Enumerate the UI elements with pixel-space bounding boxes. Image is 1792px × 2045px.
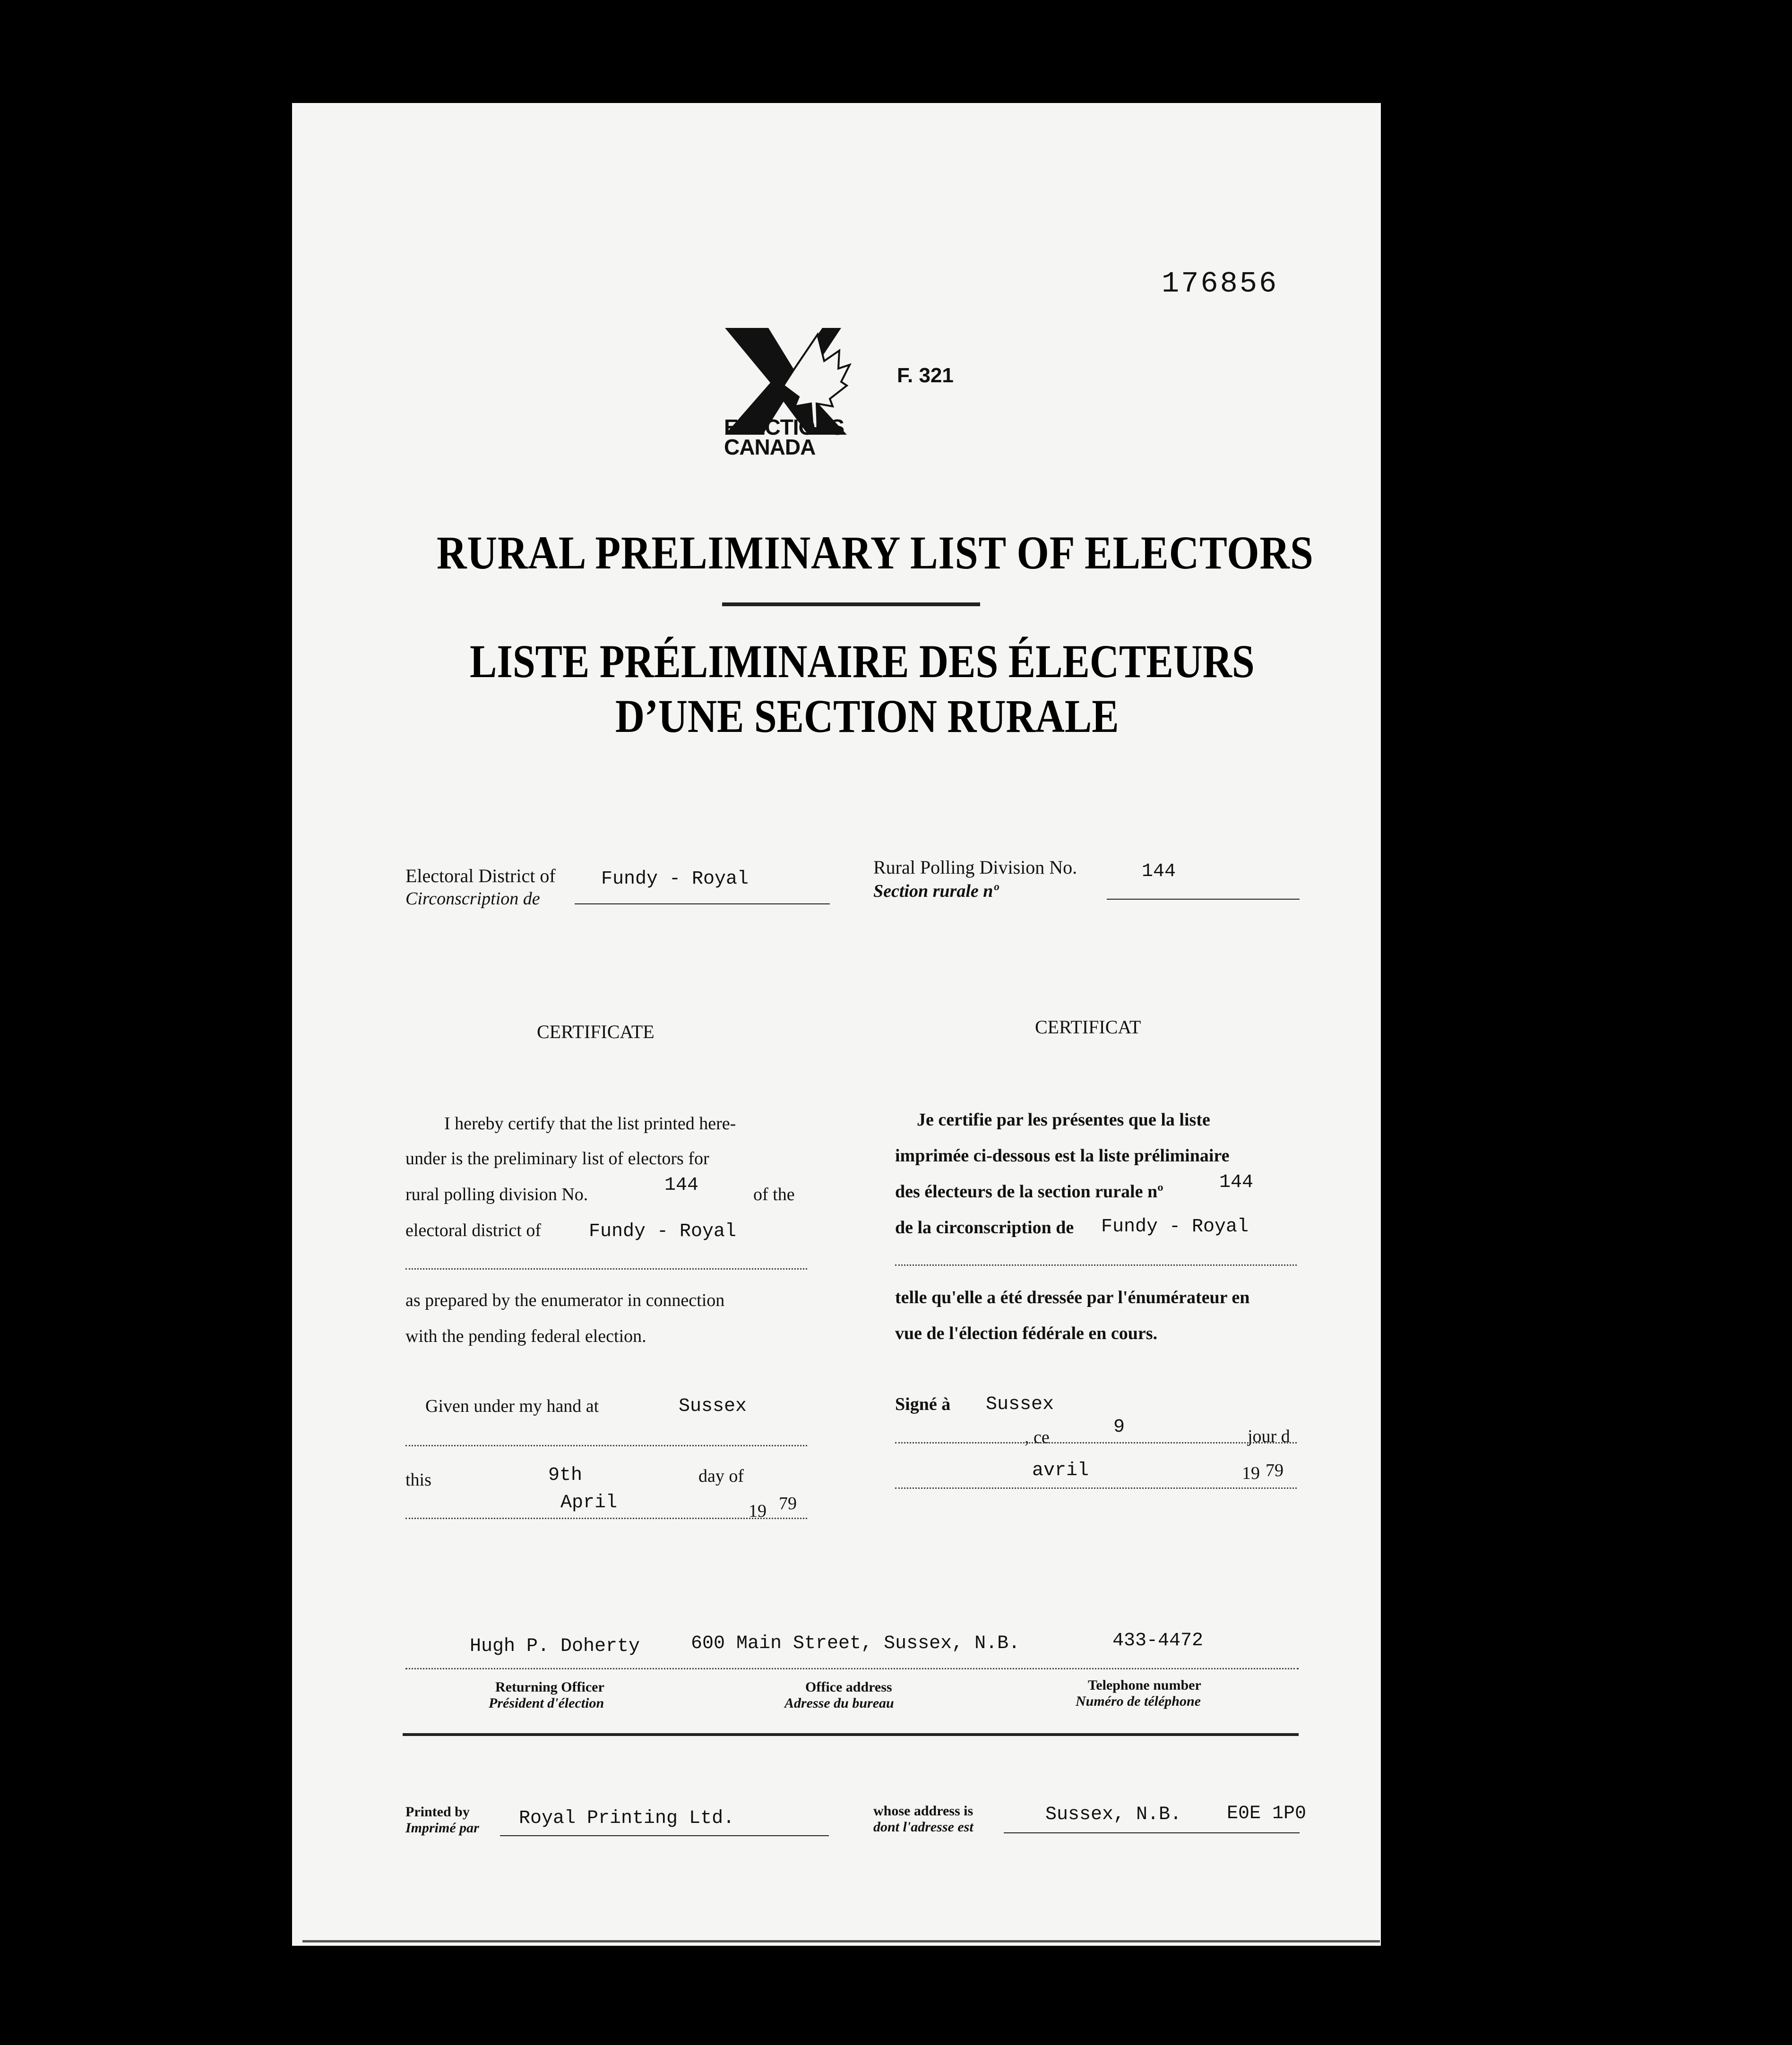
year-prefix: 19 <box>749 1501 767 1521</box>
office-address-label: Office address <box>805 1679 892 1695</box>
this-label: this <box>405 1470 431 1490</box>
returning-officer-label: Returning Officer <box>495 1679 604 1695</box>
officer-dotline <box>405 1668 1299 1669</box>
logo-text-elections: ELECTIONS <box>724 415 844 439</box>
day-value[interactable]: 9th <box>548 1465 583 1486</box>
ce-label: , ce <box>1025 1427 1050 1447</box>
cert-fr-district-dotline <box>895 1264 1297 1266</box>
district-underline <box>575 903 830 904</box>
cert-fr-line2: imprimée ci-dessous est la liste préliminaire <box>895 1146 1230 1166</box>
cert-fr-line5: telle qu'elle a été dressée par l'énumérateur en <box>895 1288 1250 1307</box>
cert-en-division-value[interactable]: 144 <box>664 1175 699 1196</box>
signed-dotline <box>895 1442 1297 1444</box>
jour-label: jour d <box>1248 1426 1290 1446</box>
cert-en-line4: electoral district of <box>405 1220 541 1240</box>
title-english: RURAL PRELIMINARY LIST OF ELECTORS <box>437 526 1314 579</box>
whose-address-label-fr: dont l'adresse est <box>873 1819 974 1835</box>
year-value[interactable]: 79 <box>779 1494 797 1513</box>
cert-fr-line6: vue de l'élection fédérale en cours. <box>895 1323 1158 1343</box>
form-code: F. 321 <box>897 364 954 387</box>
electoral-district-label-fr: Circonscription de <box>405 889 540 909</box>
day-of-label: day of <box>698 1466 744 1486</box>
given-label: Given under my hand at <box>425 1396 599 1416</box>
printer-underline <box>500 1835 829 1836</box>
cert-en-district-dotline <box>405 1268 807 1270</box>
telephone-label-fr: Numéro de téléphone <box>1076 1693 1201 1709</box>
cert-fr-line4: de la circonscription de <box>895 1218 1074 1237</box>
cert-en-line5: as prepared by the enumerator in connection <box>405 1290 725 1310</box>
title-divider <box>722 602 980 606</box>
whose-address-label: whose address is <box>873 1803 974 1819</box>
cert-en-district-value[interactable]: Fundy - Royal <box>589 1221 737 1242</box>
office-address-label-fr: Adresse du bureau <box>784 1695 894 1711</box>
polling-division-label: Rural Polling Division No. <box>873 857 1077 878</box>
cert-fr-line1: Je certifie par les présentes que la liste <box>917 1110 1210 1130</box>
cert-en-line3: rural polling division No. <box>405 1185 588 1204</box>
cert-fr-division-value[interactable]: 144 <box>1219 1172 1254 1193</box>
annee-value[interactable]: 79 <box>1266 1461 1284 1480</box>
officer-name-value[interactable]: Hugh P. Doherty <box>470 1636 640 1657</box>
printer-name-value[interactable]: Royal Printing Ltd. <box>519 1808 735 1829</box>
cert-en-line3-end: of the <box>753 1185 795 1204</box>
jour-value[interactable]: 9 <box>1113 1417 1125 1438</box>
polling-division-label-fr: Section rurale nº <box>873 881 999 901</box>
cert-en-line1: I hereby certify that the list printed here- <box>444 1114 736 1134</box>
electoral-district-label: Electoral District of <box>405 865 556 886</box>
section-divider <box>403 1733 1299 1736</box>
cert-en-line6: with the pending federal election. <box>405 1326 646 1346</box>
electoral-district-value[interactable]: Fundy - Royal <box>601 868 749 890</box>
date-fr-dotline <box>895 1487 1297 1489</box>
certificate-heading: CERTIFICATE <box>537 1021 655 1042</box>
mois-value[interactable]: avril <box>1032 1460 1089 1481</box>
cert-fr-district-value[interactable]: Fundy - Royal <box>1101 1216 1249 1237</box>
page-edge <box>302 1940 1380 1942</box>
printer-address-value[interactable]: Sussex, N.B. <box>1045 1804 1182 1825</box>
logo-text-canada: CANADA <box>724 435 816 459</box>
title-french-line2: D’UNE SECTION RURALE <box>615 690 1119 742</box>
polling-division-value[interactable]: 144 <box>1142 861 1176 882</box>
telephone-label: Telephone number <box>1088 1677 1201 1693</box>
date-dotline <box>405 1518 807 1519</box>
elections-canada-logo <box>723 326 893 468</box>
annee-prefix: 19 <box>1242 1463 1260 1483</box>
officer-address-value[interactable]: 600 Main Street, Sussex, N.B. <box>691 1633 1020 1654</box>
printed-by-label-fr: Imprimé par <box>405 1820 479 1836</box>
polling-underline <box>1107 899 1300 900</box>
printer-address-underline <box>1004 1832 1300 1833</box>
given-dotline <box>405 1445 807 1446</box>
printed-by-label: Printed by <box>405 1804 470 1820</box>
returning-officer-label-fr: Président d'élection <box>489 1695 604 1711</box>
signed-place-value[interactable]: Sussex <box>986 1394 1054 1415</box>
serial-number: 176856 <box>1162 267 1279 301</box>
month-value[interactable]: April <box>560 1492 618 1513</box>
signed-label: Signé à <box>895 1394 951 1414</box>
cert-en-line2: under is the preliminary list of electors for <box>405 1149 709 1169</box>
given-place-value[interactable]: Sussex <box>679 1396 747 1417</box>
printer-postal-value[interactable]: E0E 1P0 <box>1227 1803 1307 1824</box>
cert-fr-line3: des électeurs de la section rurale nº <box>895 1182 1163 1202</box>
certificat-heading: CERTIFICAT <box>1035 1016 1141 1038</box>
officer-phone-value[interactable]: 433-4472 <box>1112 1630 1204 1651</box>
title-french-line1: LISTE PRÉLIMINAIRE DES ÉLECTEURS <box>470 635 1255 687</box>
